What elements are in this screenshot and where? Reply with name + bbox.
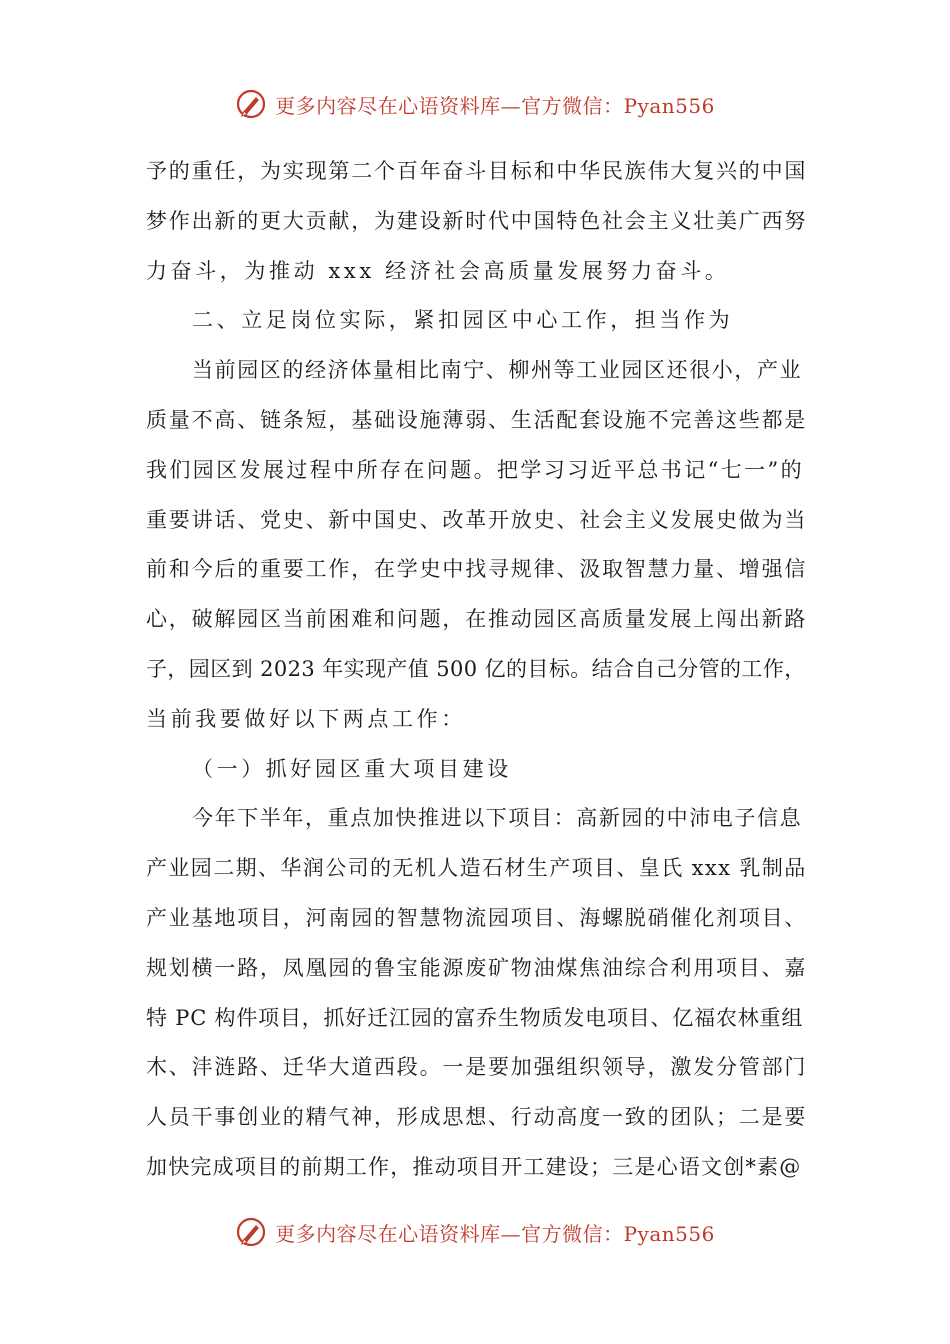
watermark-footer [0, 1212, 950, 1252]
heading-line: （一）抓好园区重大项目建设 [192, 756, 512, 781]
text-line: 我们园区发展过程中所存在问题。把学习习近平总书记“七一”的 [146, 457, 805, 482]
paragraph [146, 147, 806, 296]
text-line: 重要讲话、党史、新中国史、改革开放史、社会主义发展史做为当 [146, 507, 808, 532]
text-line: 产业基地项目，河南园的智慧物流园项目、海螺脱硝催化剂项目、 [146, 905, 808, 930]
text-line: 心，破解园区当前困难和问题，在推动园区高质量发展上闯出新路 [146, 607, 808, 632]
heading-line: 二、立足岗位实际，紧扣园区中心工作，担当作为 [192, 308, 734, 333]
subsection-heading [146, 745, 806, 795]
paragraph [146, 346, 806, 744]
text-line: 当前园区的经济体量相比南宁、柳州等工业园区还很小，产业 [192, 358, 803, 383]
text-line: 特 PC 构件项目，抓好迁江园的富乔生物质发电项目、亿福农林重组 [146, 1005, 804, 1030]
watermark-text: 更多内容尽在心语资料库—官方微信：Pyan556 [275, 93, 715, 118]
watermark-text: 更多内容尽在心语资料库—官方微信：Pyan556 [275, 1221, 715, 1246]
text-line: 梦作出新的更大贡献，为建设新时代中国特色社会主义壮美广西努 [146, 208, 808, 233]
text-line: 加快完成项目的前期工作，推动项目开工建设；三是心语文创*素@ [146, 1154, 802, 1179]
text-line: 予的重任，为实现第二个百年奋斗目标和中华民族伟大复兴的中国 [146, 159, 808, 183]
text-line: 质量不高、链条短，基础设施薄弱、生活配套设施不完善这些都是 [146, 407, 808, 432]
text-line: 当前我要做好以下两点工作： [146, 706, 466, 731]
text-line: 力奋斗，为推动 xxx 经济社会高质量发展努力奋斗。 [146, 258, 730, 283]
text-line: 前和今后的重要工作，在学史中找寻规律、汲取智慧力量、增强信 [146, 557, 808, 582]
document-body [146, 147, 806, 1193]
section-heading [146, 296, 806, 346]
text-line: 今年下半年，重点加快推进以下项目：高新园的中沛电子信息 [192, 806, 803, 831]
text-line: 规划横一路，凤凰园的鲁宝能源废矿物油煤焦油综合利用项目、嘉 [146, 955, 808, 980]
text-line: 木、沣涟路、迁华大道西段。一是要加强组织领导，激发分管部门 [146, 1055, 808, 1080]
text-line: 产业园二期、华润公司的无机人造石材生产项目、皇氏 xxx 乳制品 [146, 856, 807, 881]
text-line: 子，园区到 2023 年实现产值 500 亿的目标。结合自己分管的工作， [146, 656, 806, 681]
pen-logo-icon [235, 1216, 267, 1248]
watermark-header [0, 84, 950, 124]
text-line: 人员干事创业的精气神，形成思想、行动高度一致的团队；二是要 [146, 1105, 808, 1130]
paragraph [146, 794, 806, 1192]
pen-logo-icon [235, 88, 267, 120]
